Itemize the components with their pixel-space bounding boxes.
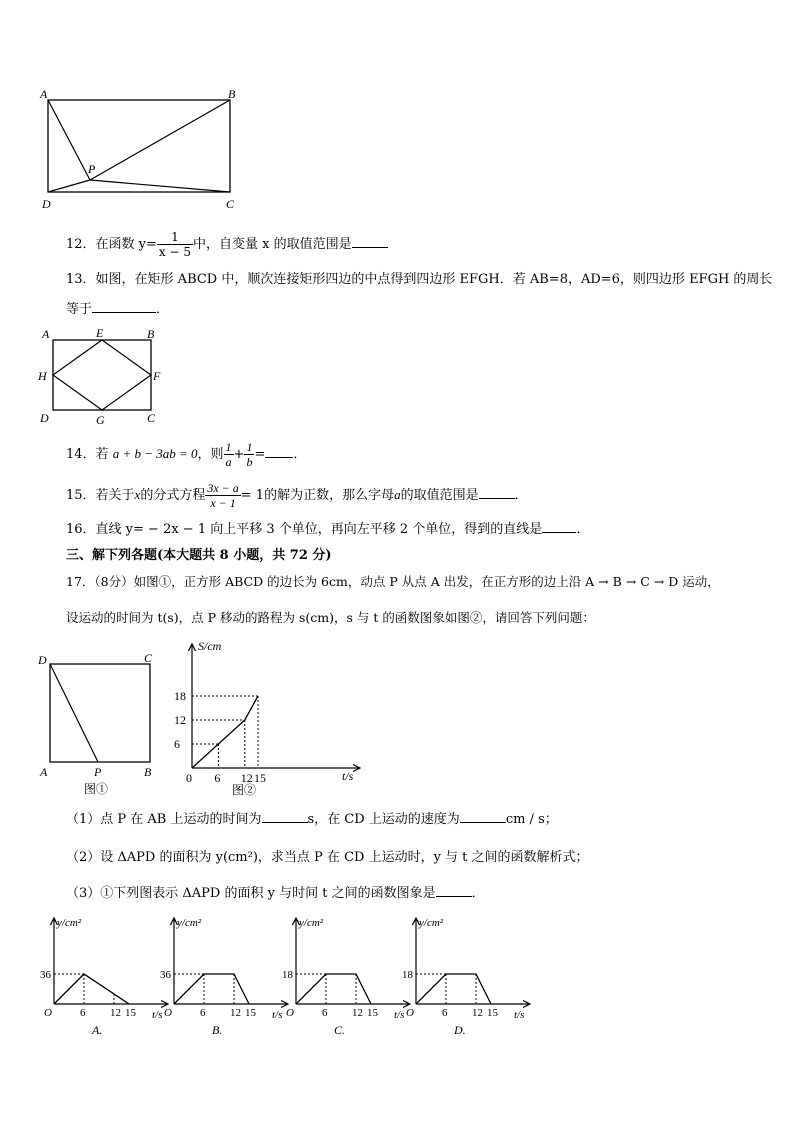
chart-xlabel: t/s — [342, 769, 354, 783]
q17-sub2: （2）设 ΔAPD 的面积为 y(cm²)，求当点 P 在 CD 上运动时，y 与 t 之间的函数解析式； — [66, 850, 589, 865]
option-x-tick-label: 15 — [487, 1007, 498, 1019]
q13-end: ． — [156, 302, 170, 317]
option-ylabel: y/cm² — [57, 917, 82, 929]
fig1-caption: 图① — [84, 782, 109, 796]
option-x-tick-label: 15 — [245, 1007, 256, 1019]
question-12 — [66, 230, 388, 259]
chart-x-tick-label: 6 — [214, 771, 221, 785]
option-graph-d[interactable] — [402, 912, 532, 1042]
q15-mid: 的分式方程 — [140, 488, 206, 503]
q16-answer-blank[interactable] — [542, 520, 576, 533]
q17-sub1 — [66, 810, 558, 830]
option-ylabel: y/cm² — [299, 917, 324, 929]
option-x-tick-label: 12 — [110, 1007, 121, 1019]
vertex-d: D — [42, 197, 51, 211]
q14-den1: a — [225, 455, 232, 469]
fig13-g: G — [96, 413, 105, 427]
q14-frac-a — [224, 440, 234, 469]
q13-equals: 等于 — [66, 302, 93, 317]
option-origin: O — [164, 1007, 172, 1019]
chart-ylabel: S/cm — [198, 639, 222, 653]
q15-x: x — [134, 487, 141, 502]
fig13-f: F — [153, 369, 161, 383]
q12-tail: 中，自变量 x 的取值范围是 — [193, 237, 352, 252]
q16-end: ． — [576, 522, 590, 537]
q17-sub3-blank[interactable] — [436, 884, 472, 897]
fig13-b: B — [147, 327, 155, 341]
option-series-line — [54, 974, 129, 1004]
question-17-line2: 设运动的时间为 t(s)，点 P 移动的路程为 s(cm)，s 与 t 的函数图象如图②，请回答下列问题： — [66, 610, 595, 625]
s-t-chart — [168, 636, 368, 802]
q14-eq: = — [254, 447, 266, 462]
chart-y-tick-label: 6 — [174, 737, 180, 751]
q14-equation: a + b − 3ab = 0 — [112, 446, 198, 461]
q15-rhs: = 1 — [240, 488, 265, 503]
q17-sub3-b: ． — [471, 886, 485, 901]
option-x-tick-label: 6 — [80, 1007, 86, 1019]
fig1-b: B — [144, 765, 152, 779]
q14-frac-b — [244, 440, 254, 469]
q13-answer-blank[interactable] — [92, 300, 156, 313]
question-13-line1: 13．如图，在矩形 ABCD 中，顺次连接矩形四边的中点得到四边形 EFGH．若 AB=8，AD=6，则四边形 EFGH 的周长 — [66, 272, 773, 287]
option-x-tick-label: 6 — [322, 1007, 328, 1019]
question-16 — [66, 520, 589, 540]
q17-sub1-a: （1）点 P 在 AB 上运动的时间为 — [66, 812, 262, 827]
option-x-tick-label: 12 — [230, 1007, 241, 1019]
q15-numerator: 3x − a — [207, 481, 239, 495]
fig13-a: A — [42, 327, 50, 341]
q14-lead: 14．若 — [66, 447, 109, 462]
option-level-label: 36 — [40, 969, 51, 981]
fig1-c: C — [144, 651, 153, 665]
vertex-c: C — [226, 197, 235, 211]
option-graph-c[interactable] — [282, 912, 412, 1042]
fig1-d: D — [38, 653, 47, 667]
option-x-tick-label: 15 — [367, 1007, 378, 1019]
q14-plus: + — [233, 447, 245, 462]
q14-mid: ，则 — [197, 447, 224, 462]
option-xlabel: t/s — [514, 1009, 525, 1021]
rectangle-figure — [38, 86, 248, 211]
option-origin: O — [286, 1007, 294, 1019]
chart-x-tick-label: 12 — [240, 771, 253, 785]
q12-numerator: 1 — [157, 230, 193, 245]
square-figure — [32, 648, 162, 800]
option-origin: O — [44, 1007, 52, 1019]
chart-origin: 0 — [186, 771, 192, 785]
q17-sub1-c: cm / s； — [505, 812, 558, 827]
question-14 — [66, 440, 306, 469]
fig13-e: E — [96, 326, 104, 340]
chart-caption: 图② — [232, 783, 257, 797]
q16-text: 16．直线 y= − 2x − 1 向上平移 3 个单位，再向左平移 2 个单位，得到的直线是 — [66, 522, 543, 537]
q15-end: ． — [514, 488, 528, 503]
q17-sub3-a: （3）①下列图表示 ΔAPD 的面积 y 与时间 t 之间的函数图象是 — [66, 886, 436, 901]
option-letter: C. — [334, 1023, 346, 1037]
q12-fraction — [157, 230, 193, 259]
q17-sub3 — [66, 884, 485, 904]
q17-sub1-b: s，在 CD 上运动的速度为 — [307, 812, 460, 827]
option-origin: O — [406, 1007, 414, 1019]
option-level-label: 18 — [402, 969, 413, 981]
q14-num1: 1 — [225, 440, 232, 454]
option-x-tick-label: 12 — [472, 1007, 483, 1019]
q15-tail2: 的取值范围是 — [400, 488, 479, 503]
option-graph-a[interactable] — [40, 912, 170, 1042]
q17-sub1-blank2[interactable] — [460, 810, 506, 823]
chart-y-tick-label: 12 — [174, 713, 186, 727]
q12-answer-blank[interactable] — [352, 235, 388, 248]
option-xlabel: t/s — [394, 1009, 405, 1021]
option-letter: B. — [212, 1023, 223, 1037]
option-level-label: 18 — [282, 969, 293, 981]
section-heading: 三、解下列各题(本大题共 8 小题，共 72 分) — [66, 548, 332, 563]
option-x-tick-label: 6 — [442, 1007, 448, 1019]
q14-end: ． — [293, 447, 307, 462]
option-series-line — [174, 974, 249, 1004]
option-x-tick-label: 6 — [200, 1007, 206, 1019]
question-15 — [66, 481, 528, 510]
option-ylabel: y/cm² — [419, 917, 444, 929]
chart-series-line — [192, 696, 258, 768]
efgh-figure — [34, 324, 174, 428]
option-letter: D. — [454, 1023, 466, 1037]
option-xlabel: t/s — [272, 1009, 283, 1021]
q14-answer-blank[interactable] — [265, 445, 293, 458]
fig13-d: D — [40, 411, 49, 425]
option-letter: A. — [92, 1023, 103, 1037]
q15-a: a — [394, 487, 401, 502]
option-x-tick-label: 12 — [352, 1007, 363, 1019]
question-17-line1: 17．（8分）如图①，正方形 ABCD 的边长为 6cm，动点 P 从点 A 出发，在正方形的边上沿 A → B → C → D 运动， — [66, 574, 720, 589]
q15-denominator: x − 1 — [210, 496, 236, 510]
q15-fraction — [205, 481, 240, 510]
q15-lead: 15．若关于 — [66, 488, 135, 503]
option-x-tick-label: 15 — [125, 1007, 136, 1019]
option-series-line — [416, 974, 491, 1004]
fig1-p: P — [94, 765, 102, 779]
q14-num2: 1 — [246, 440, 253, 454]
option-ylabel: y/cm² — [177, 917, 202, 929]
chart-x-tick-label: 15 — [254, 771, 266, 785]
q15-tail: 的解为正数，那么字母 — [264, 488, 395, 503]
q15-answer-blank[interactable] — [479, 486, 515, 499]
option-level-label: 36 — [160, 969, 171, 981]
vertex-b: B — [228, 87, 236, 101]
option-graph-b[interactable] — [160, 912, 290, 1042]
fig13-h: H — [38, 369, 47, 383]
q17-sub1-blank1[interactable] — [262, 810, 308, 823]
q14-den2: b — [246, 455, 253, 469]
fig13-c: C — [147, 411, 156, 425]
vertex-p: P — [88, 162, 96, 176]
q12-denominator: x − 5 — [158, 245, 192, 259]
chart-y-tick-label: 18 — [174, 689, 186, 703]
vertex-a: A — [40, 87, 48, 101]
option-xlabel: t/s — [152, 1009, 163, 1021]
option-series-line — [296, 974, 371, 1004]
q12-lead: 12．在函数 y= — [66, 237, 157, 252]
question-13-line2 — [66, 300, 169, 320]
fig1-a: A — [40, 765, 48, 779]
